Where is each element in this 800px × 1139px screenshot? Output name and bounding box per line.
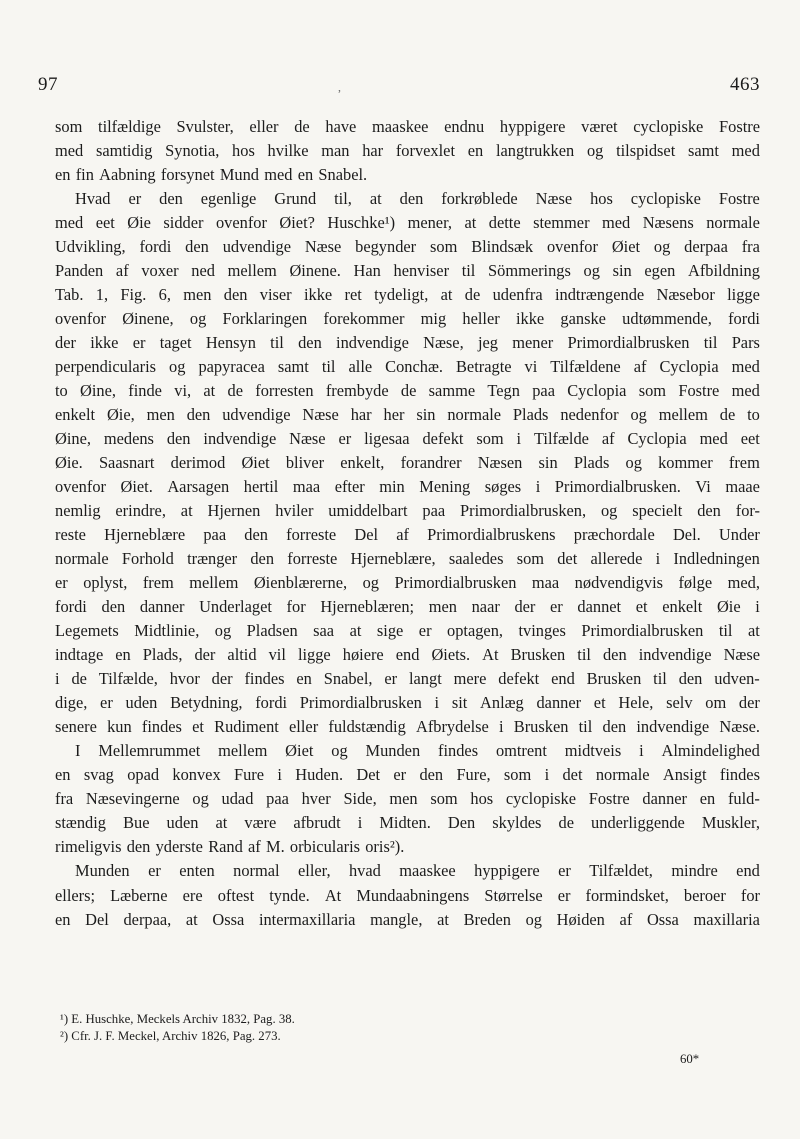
text-line: ovenfor Øinene, og Forklaringen forekommer mig heller ikke ganske udtømmende, fordi	[55, 309, 760, 329]
page-number-right: 463	[730, 74, 760, 95]
text-line: Øie. Saasnart derimod Øiet bliver enkelt, forandrer Næsen sin Plads og kommer frem	[55, 453, 760, 473]
text-line: senere kun findes et Rudiment eller fuldstændig Afbrydelse i Brusken til den indvendige Næse.	[55, 717, 760, 737]
page-number-left: 97	[38, 74, 58, 95]
text-line: som tilfældige Svulster, eller de have maaskee endnu hyppigere været cyclopiske Fostre	[55, 117, 760, 136]
text-line: en svag opad konvex Fure i Huden. Det er den Fure, som i det normale Ansigt findes	[55, 765, 760, 785]
text-line: Panden af voxer ned mellem Øinene. Han henviser til Sömmerings og sin egen Afbildning	[55, 261, 760, 281]
text-line: enkelt Øie, men den udvendige Næse har her sin normale Plads nedenfor og mellem de to	[55, 405, 760, 425]
text-line: er oplyst, frem mellem Øienblærerne, og Primordialbrusken maa nødvendigvis følge med,	[55, 573, 760, 593]
signature-mark: 60*	[680, 1052, 700, 1066]
text-line: fra Næsevingerne og udad paa hver Side, men som hos cyclopiske Fostre danner en fuld-	[55, 789, 760, 809]
text-line: en fin Aabning forsynet Mund med en Snabel.	[55, 165, 368, 185]
text-line: Hvad er den egenlige Grund til, at den forkrøblede Næse hos cyclopiske Fostre	[75, 189, 760, 209]
text-line: Tab. 1, Fig. 6, men den viser ikke ret tydeligt, at de udenfra indtrængende Næsebor ligge	[55, 285, 760, 305]
text-line: indtage en Plads, der altid vil ligge høiere end Øiets. At Brusken til den indvendige Næse	[55, 645, 760, 665]
text-line: rimeligvis den yderste Rand af M. orbicularis oris²).	[55, 837, 405, 857]
text-line: reste Hjerneblære paa den forreste Del af Primordialbruskens præchordale Del. Under	[55, 525, 760, 545]
text-line: perpendicularis og papyracea samt til alle Conchæ. Betragte vi Tilfældene af Cyclopia med	[55, 357, 760, 377]
text-line: Legemets Midtlinie, og Pladsen saa at sige er optagen, tvinges Primordialbrusken til at	[55, 621, 760, 641]
text-line: der ikke er taget Hensyn til den indvendige Næse, jeg mener Primordialbrusken til Pars	[55, 333, 760, 353]
text-line: I Mellemrummet mellem Øiet og Munden findes omtrent midtveis i Almindelighed	[75, 741, 760, 761]
text-line: i de Tilfælde, hvor der findes en Snabel, er langt mere defekt end Brusken til den udven-	[55, 669, 760, 689]
text-line: Øine, medens den indvendige Næse er ligesaa defekt som i Tilfælde af Cyclopia med eet	[55, 429, 760, 449]
text-line: nemlig erindre, at Hjernen hviler umiddelbart paa Primordialbrusken, og specielt den for-	[55, 501, 760, 521]
text-line: normale Forhold trænger den forreste Hjerneblære, saaledes som det allerede i Indledningen	[55, 549, 760, 569]
text-line: ellers; Læberne ere oftest tynde. At Mundaabningens Størrelse er formindsket, beroer for	[55, 885, 760, 905]
page-header	[38, 74, 760, 98]
text-line: Udvikling, fordi den udvendige Næse begynder som Blindsæk ovenfor Øiet og derpaa fra	[55, 237, 760, 257]
text-line: med samtidig Synotia, hos hvilke man har forvexlet en langtrukken og tilspidset samt med	[55, 141, 760, 161]
text-line: stændig Bue uden at være afbrudt i Midten. Den skyldes de underliggende Muskler,	[55, 813, 760, 833]
footnote: ¹) E. Huschke, Meckels Archiv 1832, Pag. 38.	[60, 1012, 295, 1026]
footnotes	[60, 1011, 760, 1045]
text-line: en Del derpaa, at Ossa intermaxillaria mangle, at Breden og Høiden af Ossa maxillaria	[55, 909, 760, 929]
header-mark: ,	[338, 80, 342, 94]
text-line: to Øine, finde vi, at de forresten frembyde de samme Tegn paa Cyclopia som Fostre med	[55, 381, 760, 401]
body-text	[55, 115, 760, 932]
text-line: fordi den danner Underlaget for Hjerneblæren; men naar der er dannet et enkelt Øie i	[55, 597, 760, 617]
text-line: dige, er uden Betydning, fordi Primordialbrusken i sit Anlæg danner et Hele, selv om der	[55, 693, 760, 713]
text-line: Munden er enten normal eller, hvad maaskee hyppigere er Tilfældet, mindre end	[75, 861, 760, 881]
footnote: ²) Cfr. J. F. Meckel, Archiv 1826, Pag. 273.	[60, 1029, 281, 1043]
text-line: med eet Øie sidder ovenfor Øiet? Huschke¹) mener, at dette stemmer med Næsens normale	[55, 213, 760, 233]
text-line: ovenfor Øiet. Aarsagen hertil maa efter min Mening søges i Primordialbrusken. Vi maae	[55, 477, 760, 497]
